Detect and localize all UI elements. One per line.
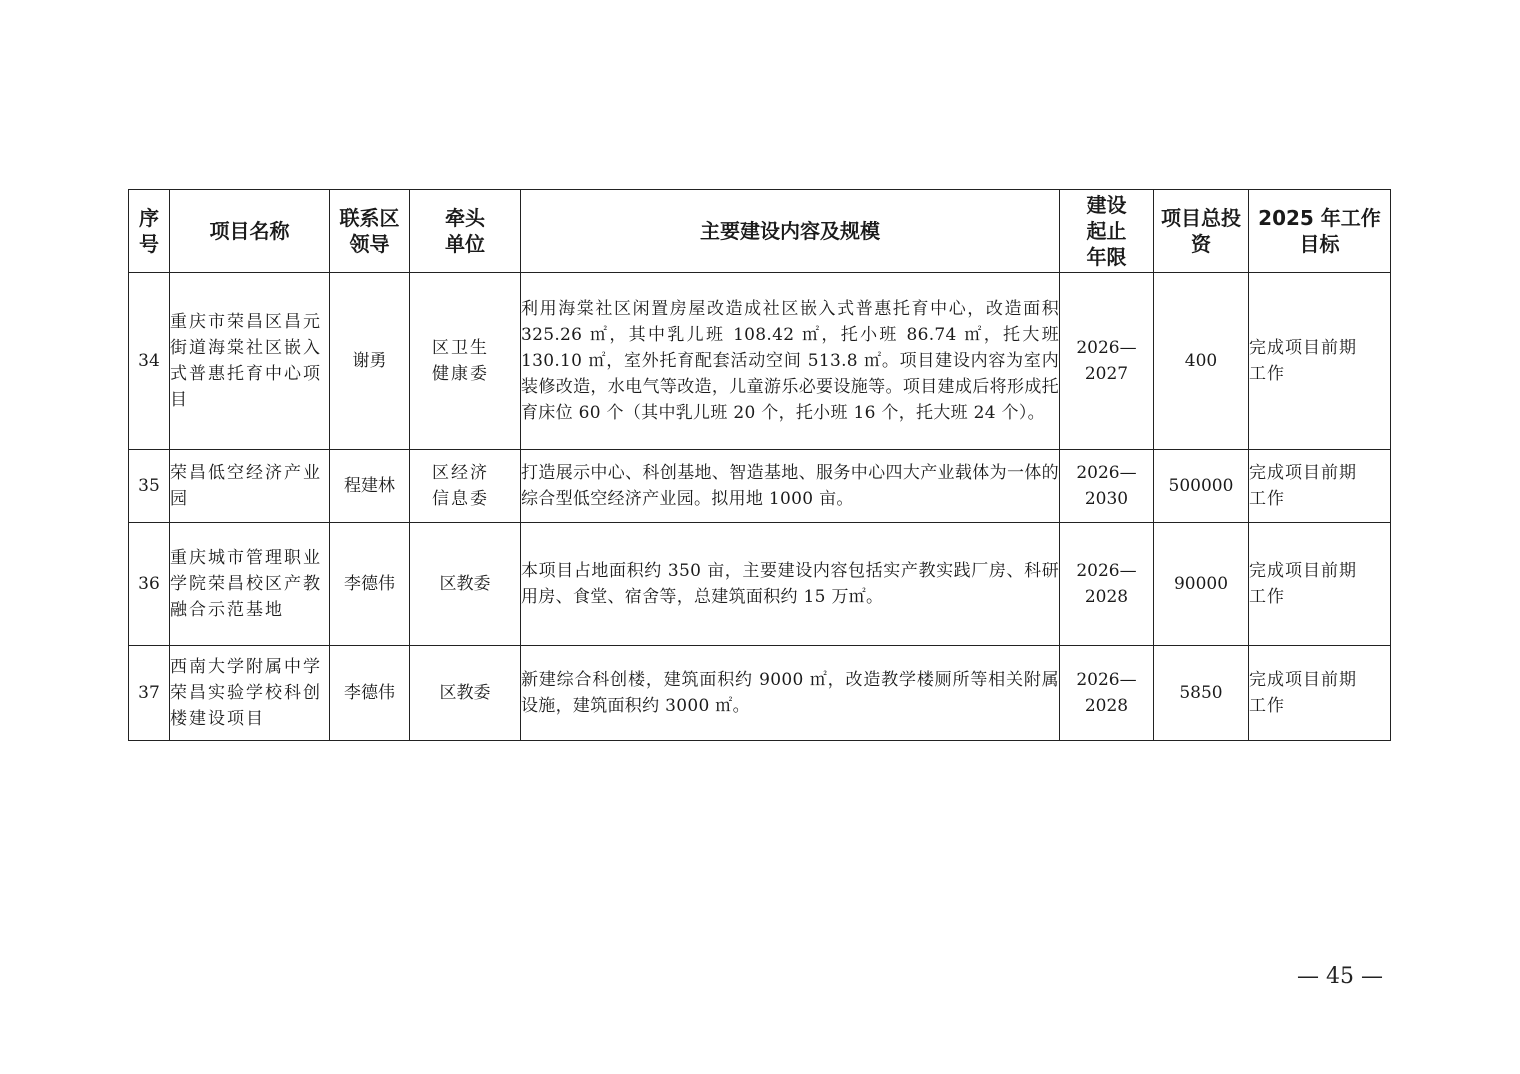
cell-unit: 区经济信息委 (410, 450, 521, 523)
cell-target: 完成项目前期工作 (1249, 450, 1391, 523)
table-row (129, 523, 1391, 646)
cell-leader: 李德伟 (330, 646, 410, 741)
header-name: 项目名称 (170, 190, 330, 273)
cell-unit: 区卫生健康委 (410, 273, 521, 450)
table-header-row (129, 190, 1391, 273)
cell-target: 完成项目前期工作 (1249, 646, 1391, 741)
cell-name: 重庆市荣昌区昌元街道海棠社区嵌入式普惠托育中心项目 (170, 273, 330, 450)
cell-unit: 区教委 (410, 646, 521, 741)
cell-seq: 34 (129, 273, 170, 450)
header-seq: 序 号 (129, 190, 170, 273)
cell-target: 完成项目前期工作 (1249, 523, 1391, 646)
table-row (129, 450, 1391, 523)
cell-name: 西南大学附属中学荣昌实验学校科创楼建设项目 (170, 646, 330, 741)
project-table (128, 189, 1391, 741)
cell-investment: 500000 (1154, 450, 1249, 523)
cell-target: 完成项目前期工作 (1249, 273, 1391, 450)
cell-leader: 李德伟 (330, 523, 410, 646)
cell-investment: 90000 (1154, 523, 1249, 646)
cell-period: 2026—2028 (1060, 523, 1154, 646)
table-row (129, 273, 1391, 450)
cell-content: 本项目占地面积约 350 亩，主要建设内容包括实产教实践厂房、科研用房、食堂、宿舍等，总建筑面积约 15 万㎡。 (521, 523, 1060, 646)
cell-leader: 程建林 (330, 450, 410, 523)
table-row (129, 646, 1391, 741)
cell-seq: 36 (129, 523, 170, 646)
cell-content: 打造展示中心、科创基地、智造基地、服务中心四大产业载体为一体的综合型低空经济产业园。拟用地 1000 亩。 (521, 450, 1060, 523)
page-number: — 45 — (1297, 964, 1383, 989)
header-target: 2025 年工作 目标 (1249, 190, 1391, 273)
cell-name: 重庆城市管理职业学院荣昌校区产教融合示范基地 (170, 523, 330, 646)
cell-investment: 5850 (1154, 646, 1249, 741)
header-content: 主要建设内容及规模 (521, 190, 1060, 273)
header-investment: 项目总投 资 (1154, 190, 1249, 273)
cell-name: 荣昌低空经济产业园 (170, 450, 330, 523)
cell-period: 2026—2027 (1060, 273, 1154, 450)
cell-investment: 400 (1154, 273, 1249, 450)
cell-unit: 区教委 (410, 523, 521, 646)
header-unit: 牵头 单位 (410, 190, 521, 273)
header-period: 建设 起止 年限 (1060, 190, 1154, 273)
cell-leader: 谢勇 (330, 273, 410, 450)
cell-period: 2026—2028 (1060, 646, 1154, 741)
cell-seq: 37 (129, 646, 170, 741)
cell-period: 2026—2030 (1060, 450, 1154, 523)
cell-content: 利用海棠社区闲置房屋改造成社区嵌入式普惠托育中心，改造面积 325.26 ㎡，其中乳儿班 108.42 ㎡，托小班 86.74 ㎡，托大班 130.10 ㎡，室外托育配套活动空间 513.8 ㎡。项目建设内容为室内装修改造，水电气等改造，儿童游乐必要设施等。项目建成后将形成托育床位 60 个（其中乳儿班 20 个，托小班 16 个，托大班 24 个）。 (521, 273, 1060, 450)
header-leader: 联系区 领导 (330, 190, 410, 273)
cell-content: 新建综合科创楼，建筑面积约 9000 ㎡，改造教学楼厕所等相关附属设施，建筑面积约 3000 ㎡。 (521, 646, 1060, 741)
cell-seq: 35 (129, 450, 170, 523)
